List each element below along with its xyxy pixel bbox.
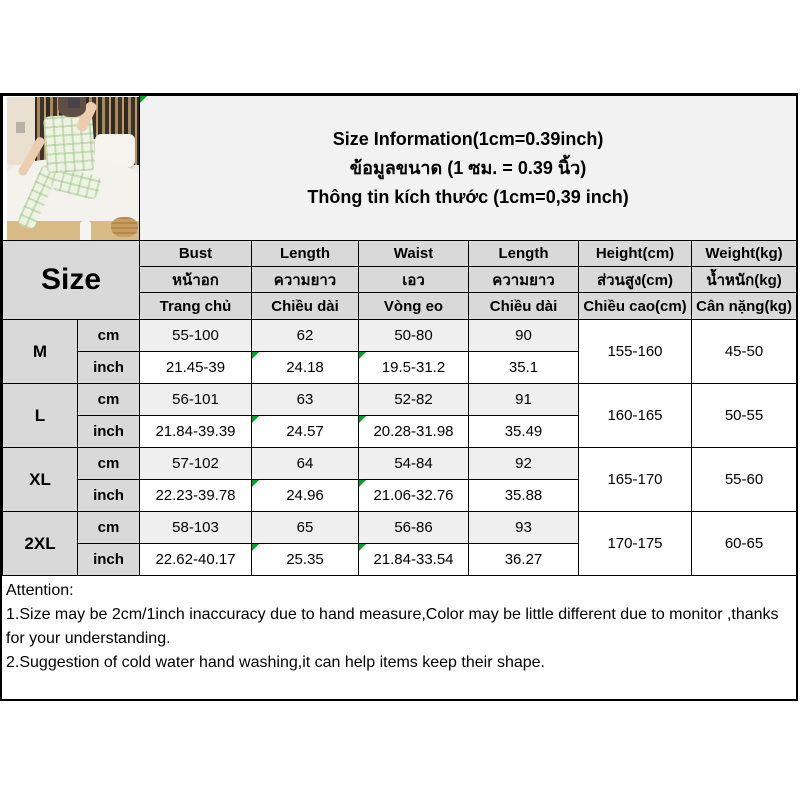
- cell-value: 24.18: [286, 359, 324, 376]
- col-header-length2-th: ความยาว: [469, 267, 579, 293]
- unit-label-cm: cm: [78, 448, 140, 480]
- cell-2xl-bust-inch: 22.62-40.17: [140, 544, 252, 576]
- cell-m-length-inch: [252, 352, 359, 384]
- cell-value: 24.57: [286, 423, 324, 440]
- col-header-bust-th: หน้าอก: [140, 267, 252, 293]
- cell-xl-length2-cm: 92: [469, 448, 579, 480]
- photo-phone: [68, 98, 80, 108]
- cell-value: 20.28-31.98: [373, 423, 454, 440]
- cell-m-waist-inch: [359, 352, 469, 384]
- col-header-waist-en: Waist: [359, 241, 469, 267]
- col-header-height-vi: Chiều cao(cm): [579, 293, 692, 320]
- col-header-bust-vi: Trang chủ: [140, 293, 252, 320]
- cell-xl-bust-inch: 22.23-39.78: [140, 480, 252, 512]
- col-header-length-vi: Chiều dài: [252, 293, 359, 320]
- size-corner-label: Size: [3, 241, 140, 320]
- cell-2xl-height: 170-175: [579, 512, 692, 576]
- cell-2xl-weight: 60-65: [692, 512, 797, 576]
- cell-flag-triangle-icon: [359, 416, 366, 423]
- content-frame: [0, 93, 798, 701]
- cell-l-bust-inch: 21.84-39.39: [140, 416, 252, 448]
- cell-flag-triangle-icon: [359, 352, 366, 359]
- attention-title: Attention:: [6, 582, 74, 599]
- title-thai: ข้อมูลขนาด (1 ซม. = 0.39 นิ้ว): [349, 157, 587, 178]
- col-header-weight-vi: Cân nặng(kg): [692, 293, 797, 320]
- cell-2xl-bust-cm: 58-103: [140, 512, 252, 544]
- cell-flag-triangle-icon: [140, 96, 147, 103]
- product-photo-cell: [3, 96, 140, 241]
- cell-l-weight: 50-55: [692, 384, 797, 448]
- col-header-length2-vi: Chiều dài: [469, 293, 579, 320]
- title-vietnamese: Thông tin kích thước (1cm=0,39 inch): [307, 186, 629, 207]
- cell-value: 21.84-33.54: [373, 551, 454, 568]
- attention-note: [2, 576, 796, 675]
- size-table: [2, 95, 797, 576]
- cell-flag-triangle-icon: [252, 352, 259, 359]
- col-header-height-th: ส่วนสูง(cm): [579, 267, 692, 293]
- cell-2xl-waist-cm: 56-86: [359, 512, 469, 544]
- col-header-weight-en: Weight(kg): [692, 241, 797, 267]
- cell-value: 24.96: [286, 487, 324, 504]
- col-header-waist-vi: Vòng eo: [359, 293, 469, 320]
- cell-l-bust-cm: 56-101: [140, 384, 252, 416]
- photo-sock: [80, 221, 92, 240]
- cell-l-waist-cm: 52-82: [359, 384, 469, 416]
- cell-value: 19.5-31.2: [381, 359, 446, 376]
- cell-flag-triangle-icon: [359, 480, 366, 487]
- cell-flag-triangle-icon: [252, 480, 259, 487]
- attention-line-2: 2.Suggestion of cold water hand washing,it can help items keep their shape.: [6, 654, 545, 671]
- cell-m-bust-inch: 21.45-39: [140, 352, 252, 384]
- cell-2xl-length-cm: 65: [252, 512, 359, 544]
- cell-m-length2-cm: 90: [469, 320, 579, 352]
- cell-xl-length-inch: [252, 480, 359, 512]
- cell-l-length-inch: [252, 416, 359, 448]
- title-english: Size Information(1cm=0.39inch): [332, 128, 604, 149]
- col-header-length2-en: Length: [469, 241, 579, 267]
- unit-label-cm: cm: [78, 384, 140, 416]
- unit-label-inch: inch: [78, 480, 140, 512]
- cell-xl-waist-cm: 54-84: [359, 448, 469, 480]
- cell-m-height: 155-160: [579, 320, 692, 384]
- cell-2xl-length2-cm: 93: [469, 512, 579, 544]
- cell-m-length2-inch: 35.1: [469, 352, 579, 384]
- cell-l-height: 160-165: [579, 384, 692, 448]
- cell-l-length-cm: 63: [252, 384, 359, 416]
- cell-value: 25.35: [286, 551, 324, 568]
- cell-m-length-cm: 62: [252, 320, 359, 352]
- photo-basket: [111, 217, 137, 237]
- attention-line-1: 1.Size may be 2cm/1inch inaccuracy due to hand measure,Color may be little different due to monitor ,thanks for your understanding.: [6, 606, 779, 647]
- col-header-length-en: Length: [252, 241, 359, 267]
- unit-label-cm: cm: [78, 320, 140, 352]
- cell-m-weight: 45-50: [692, 320, 797, 384]
- col-header-weight-th: น้ำหนัก(kg): [692, 267, 797, 293]
- cell-xl-waist-inch: [359, 480, 469, 512]
- cell-m-waist-cm: 50-80: [359, 320, 469, 352]
- size-label-2xl: 2XL: [3, 512, 78, 576]
- unit-label-inch: inch: [78, 544, 140, 576]
- cell-xl-length2-inch: 35.88: [469, 480, 579, 512]
- cell-value: 21.06-32.76: [373, 487, 454, 504]
- cell-flag-triangle-icon: [359, 544, 366, 551]
- cell-l-length2-inch: 35.49: [469, 416, 579, 448]
- cell-2xl-length-inch: [252, 544, 359, 576]
- cell-l-length2-cm: 91: [469, 384, 579, 416]
- unit-label-inch: inch: [78, 416, 140, 448]
- col-header-waist-th: เอว: [359, 267, 469, 293]
- cell-2xl-length2-inch: 36.27: [469, 544, 579, 576]
- product-photo: [7, 97, 139, 240]
- cell-m-bust-cm: 55-100: [140, 320, 252, 352]
- col-header-bust-en: Bust: [140, 241, 252, 267]
- cell-xl-bust-cm: 57-102: [140, 448, 252, 480]
- cell-xl-weight: 55-60: [692, 448, 797, 512]
- size-label-l: L: [3, 384, 78, 448]
- col-header-height-en: Height(cm): [579, 241, 692, 267]
- cell-xl-height: 165-170: [579, 448, 692, 512]
- unit-label-cm: cm: [78, 512, 140, 544]
- cell-flag-triangle-icon: [252, 416, 259, 423]
- col-header-length-th: ความยาว: [252, 267, 359, 293]
- cell-l-waist-inch: [359, 416, 469, 448]
- size-label-xl: XL: [3, 448, 78, 512]
- size-info-header: [140, 96, 797, 241]
- cell-flag-triangle-icon: [252, 544, 259, 551]
- unit-label-inch: inch: [78, 352, 140, 384]
- cell-xl-length-cm: 64: [252, 448, 359, 480]
- size-label-m: M: [3, 320, 78, 384]
- cell-2xl-waist-inch: [359, 544, 469, 576]
- photo-switch: [16, 122, 25, 133]
